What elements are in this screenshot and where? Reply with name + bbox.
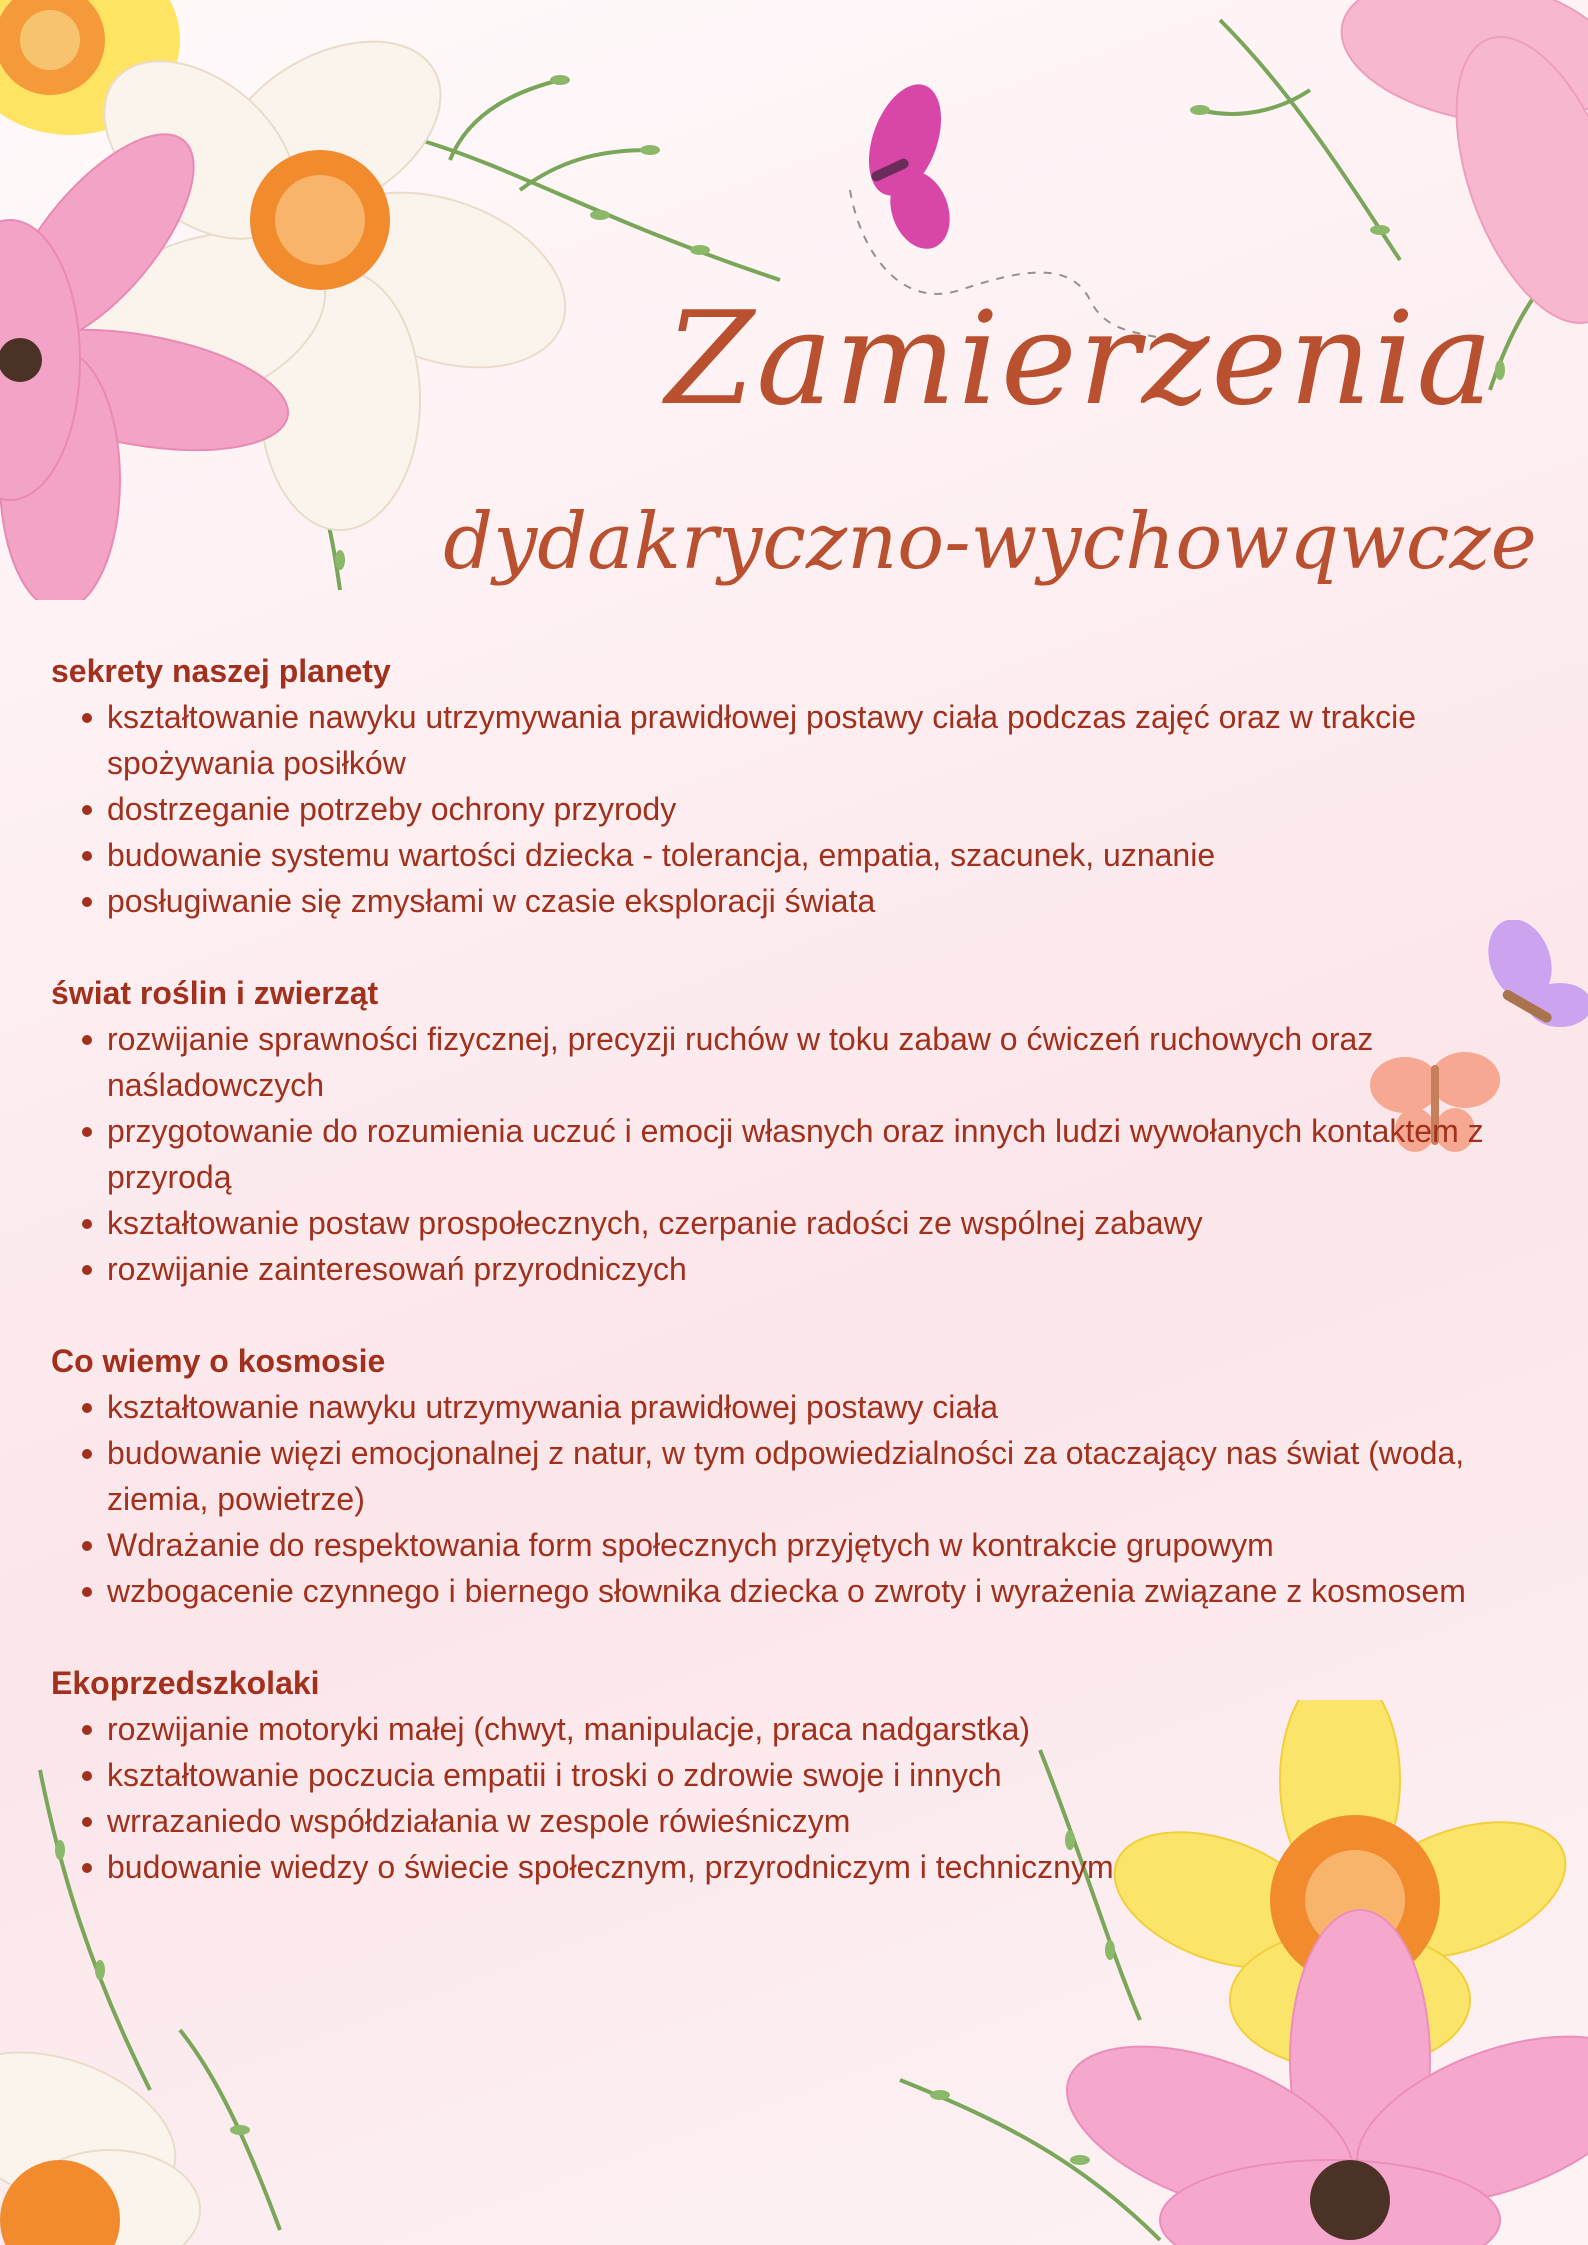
list-item: przygotowanie do rozumienia uczuć i emocji własnych oraz innych ludzi wywołanych kontaktem z przyrodą: [107, 1108, 1561, 1200]
section-swiat-roslin-i-zwierzat: [51, 970, 1561, 1292]
section-heading: Ekoprzedszkolaki: [51, 1665, 320, 1701]
page-title: Zamierzenia: [665, 285, 1495, 434]
list-item: posługiwanie się zmysłami w czasie eksploracji świata: [107, 878, 1561, 924]
list-item: rozwijanie sprawności fizycznej, precyzji ruchów w toku zabaw o ćwiczeń ruchowych oraz naśladowczych: [107, 1016, 1561, 1108]
section-co-wiemy-o-kosmosie: [51, 1338, 1561, 1614]
list-item: wrrazaniedo współdziałania w zespole rówieśniczym: [107, 1798, 1561, 1844]
bullet-list: [51, 1706, 1561, 1890]
list-item: budowanie więzi emocjonalnej z natur, w tym odpowiedzialności za otaczający nas świat (woda, ziemia, powietrze): [107, 1430, 1561, 1522]
list-item: Wdrażanie do respektowania form społecznych przyjętych w kontrakcie grupowym: [107, 1522, 1561, 1568]
section-ekoprzedszkolaki: [51, 1660, 1561, 1890]
list-item: kształtowanie nawyku utrzymywania prawidłowej postawy ciała: [107, 1384, 1561, 1430]
list-item: budowanie wiedzy o świecie społecznym, przyrodniczym i technicznym: [107, 1844, 1561, 1890]
bullet-list: [51, 694, 1561, 924]
content: [51, 648, 1561, 1936]
list-item: kształtowanie nawyku utrzymywania prawidłowej postawy ciała podczas zajęć oraz w trakcie spożywania posiłków: [107, 694, 1561, 786]
list-item: rozwijanie motoryki małej (chwyt, manipulacje, praca nadgarstka): [107, 1706, 1561, 1752]
list-item: dostrzeganie potrzeby ochrony przyrody: [107, 786, 1561, 832]
section-heading: sekrety naszej planety: [51, 653, 391, 689]
list-item: kształtowanie postaw prospołecznych, czerpanie radości ze wspólnej zabawy: [107, 1200, 1561, 1246]
bullet-list: [51, 1384, 1561, 1614]
section-heading: świat roślin i zwierząt: [51, 975, 379, 1011]
section-sekrety-naszej-planety: [51, 648, 1561, 924]
list-item: wzbogacenie czynnego i biernego słownika dziecka o zwroty i wyrażenia związane z kosmosem: [107, 1568, 1561, 1614]
list-item: kształtowanie poczucia empatii i troski o zdrowie swoje i innych: [107, 1752, 1561, 1798]
list-item: budowanie systemu wartości dziecka - tolerancja, empatia, szacunek, uznanie: [107, 832, 1561, 878]
bullet-list: [51, 1016, 1561, 1292]
list-item: rozwijanie zainteresowań przyrodniczych: [107, 1246, 1561, 1292]
section-heading: Co wiemy o kosmosie: [51, 1343, 386, 1379]
page-subtitle: dydakryczno-wychowqwcze: [443, 497, 1537, 587]
